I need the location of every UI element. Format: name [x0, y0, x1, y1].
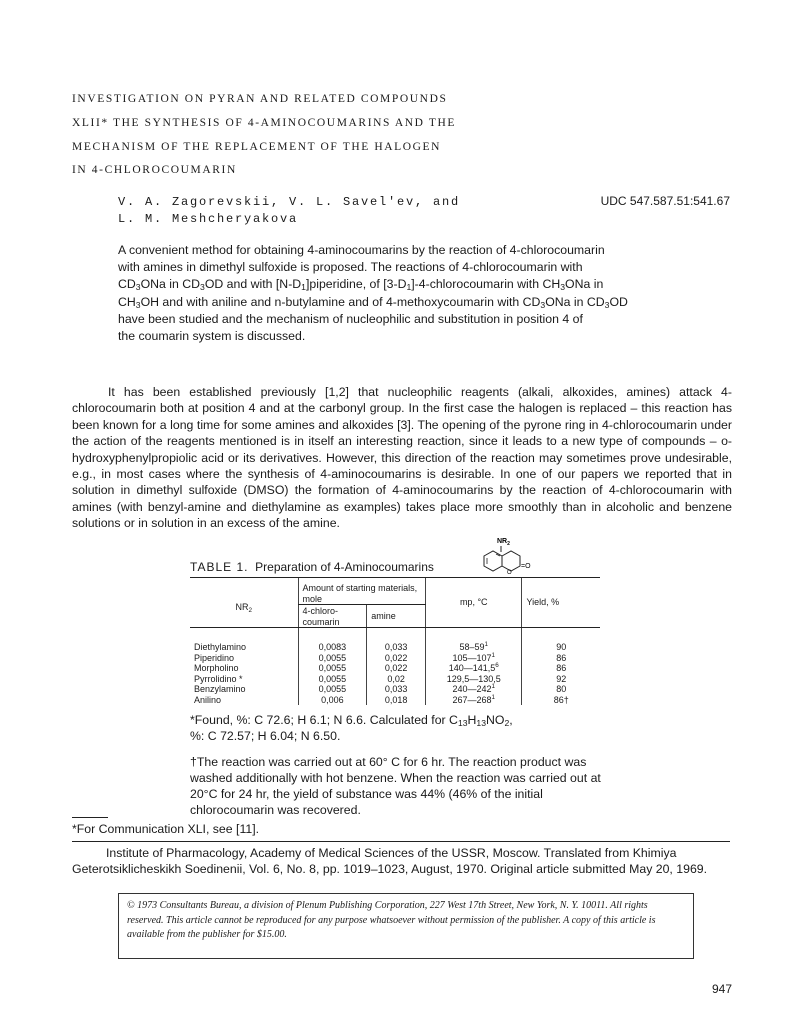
abstract-line: $CD_3ONa$ in $CD_3OD$ and with $[N-D_1]piperidine$, of $[3-D_1]-4$-chlorocoumarin with $CH_3ONa$ in	[118, 277, 604, 293]
footnote-star-line-2: %: C 72.57; H 6.04; N 6.50.	[190, 729, 341, 743]
article-title-line-3: MECHANISM OF THE REPLACEMENT OF THE HALOGEN	[72, 141, 442, 153]
col-header-mp: mp, °C	[426, 578, 522, 628]
cell-mp: 140—141,5$^6$	[426, 663, 522, 674]
abstract-line: have been studied and the mechanism of nucleophilic and substitution in position 4 of	[118, 311, 583, 326]
cell-chloro: 0,0055	[298, 653, 367, 664]
cell-nr: Diethylamino	[194, 642, 247, 652]
udc-code: UDC 547.587.51:541.67	[600, 194, 730, 208]
cell-mp: $105—107^1$	[426, 653, 522, 664]
copyright-box	[118, 893, 694, 959]
cell-yield: 90	[522, 628, 600, 653]
table-footnote-star	[190, 712, 620, 744]
table-1-caption-text: Preparation of 4-Aminocoumarins	[255, 560, 434, 574]
table-row	[190, 628, 600, 653]
copyright-text: © 1973 Consultants Bureau, a division of Plenum Publishing Corporation, 227 West 17th Street, New York, N. Y. 10011. All rights reserved. This article cannot be reproduced for any purpose whatsoever without permission of the publisher. A copy of this article is available from the publisher for $15.00.	[127, 900, 656, 940]
cell-nr: Morpholino	[194, 663, 239, 673]
abstract-line: A convenient method for obtaining 4-aminocoumarins by the reaction of 4-chlorocoumarin	[118, 243, 605, 257]
cell-chloro: 0,0055	[298, 674, 367, 685]
abstract-line: the coumarin system is discussed.	[118, 329, 306, 344]
article-title-line-4: IN 4-CHLOROCOUMARIN	[72, 164, 237, 176]
authors-line-1: V. A. Zagorevskii, V. L. Savel'ev, and	[118, 195, 461, 209]
communication-footnote: *For Communication XLI, see [11].	[72, 822, 260, 836]
cell-mp: $58-59^1$	[426, 628, 522, 653]
table-row	[190, 663, 600, 674]
footnote-star-line-1: *Found, %: C 72.6; H 6.1; N 6.6. Calculated for $C_{13}H_{13}NO_2$,	[190, 713, 513, 728]
cell-chloro: 0,0055	[298, 684, 367, 695]
cell-amine: 0,033	[367, 684, 426, 695]
abstract	[118, 242, 688, 345]
cell-yield: 80	[522, 684, 600, 695]
col-header-chloro: 4-chloro-coumarin	[298, 605, 367, 628]
cell-amine: 0,022	[367, 663, 426, 674]
table-1-caption	[190, 560, 434, 574]
cell-mp: 129,5—130,5	[426, 674, 522, 685]
abstract-line: with amines in dimethyl sulfoxide is proposed. The reactions of 4-chlorocoumarin with	[118, 260, 583, 275]
body-text	[72, 384, 732, 532]
cell-chloro: 0,0055	[298, 663, 367, 674]
cell-nr: Piperidino	[194, 652, 235, 663]
structure-nr-label: $NR_2$	[497, 538, 510, 547]
structure-ring-o-label: O	[507, 570, 512, 576]
footnote-rule	[72, 817, 108, 818]
cell-amine: 0,033	[367, 628, 426, 653]
authors-line-2: L. M. Meshcheryakova	[118, 212, 299, 226]
col-header-yield: Yield, %	[522, 578, 600, 628]
structure-carbonyl-label: =O	[521, 563, 531, 570]
table-row	[190, 695, 600, 706]
cell-yield: 86†	[522, 695, 600, 706]
cell-nr: Anilino	[194, 694, 222, 705]
body-paragraph: It has been established previously [1,2] that nucleophilic reagents (alkali, alkoxides, amines) attack 4-chlorocoumarin both at position 4 and at the carbonyl group. In the first case the halogen is replaced – this reaction has been known for a long time for some amines and alkoxides [3]. The opening of the pyrone ring in 4-chlorocoumarin under the action of the reagents mentioned is in itself an interesting reaction, since it leads to a new type of compounds – o-hydroxyphenylpropiolic acid or its derivatives. However, this direction of the reaction may sometimes prove undesirable, e.g., in most cases where the synthesis of 4-aminocoumarins is desirable. In one of our papers we reported that in solution in dimethyl sulfoxide (DMSO) the formation of 4-aminocoumarins by the reaction of 4-chlorocoumarin with amines (with benzyl-amine and diethylamine as examples) takes place more smoothly than in alcoholic and benzene solutions or in solution in an excess of the amine.	[72, 385, 732, 531]
cell-amine: 0,018	[367, 695, 426, 706]
cell-nr: Benzylamino	[194, 684, 246, 694]
cell-chloro: 0,006	[298, 695, 367, 706]
cell-yield: 86	[522, 653, 600, 664]
cell-mp: $267—268^1$	[426, 695, 522, 706]
cell-amine: 0,02	[367, 674, 426, 685]
aminocoumarin-structure-icon	[474, 537, 544, 577]
article-title-line-2: XLII* THE SYNTHESIS OF 4-AMINOCOUMARINS AND THE	[72, 117, 457, 129]
table-footnote-dagger: †The reaction was carried out at 60° C for 6 hr. The reaction product was washed additionally with hot benzene. When the reaction was carried out at 20°C for 24 hr, the yield of substance was 44% (46% of the initial chlorocoumarin was recovered.	[190, 755, 601, 817]
institute-text: Institute of Pharmacology, Academy of Medical Sciences of the USSR, Moscow. Translated from Khimiya Geterotsiklicheskikh Soedinenii, Vol. 6, No. 8, pp. 1019–1023, August, 1970. Original article submitted May 20, 1969.	[72, 846, 708, 876]
col-header-amount: Amount of starting materials, mole	[298, 578, 426, 605]
table-1	[190, 577, 600, 705]
separator-rule	[72, 841, 730, 842]
cell-yield: 92	[522, 674, 600, 685]
table-row	[190, 653, 600, 664]
col-header-nr: $NR_2$	[190, 578, 298, 628]
table-1-label: TABLE 1.	[190, 560, 249, 574]
cell-chloro: 0,0083	[298, 628, 367, 653]
cell-mp: $240—242^1$	[426, 684, 522, 695]
cell-nr: Pyrrolidino *	[194, 673, 243, 684]
article-title-line-1: INVESTIGATION ON PYRAN AND RELATED COMPOUNDS	[72, 93, 448, 105]
cell-amine: 0,022	[367, 653, 426, 664]
institute-note	[72, 845, 732, 877]
col-header-amine: amine	[367, 605, 426, 628]
table-row	[190, 674, 600, 685]
page-number: 947	[711, 982, 732, 996]
table-row	[190, 684, 600, 695]
abstract-line: $CH_3OH$ and with aniline and n-butylamine and of 4-methoxycoumarin with $CD_3ONa$ in $CD_3OD$	[118, 294, 628, 310]
cell-yield: 86	[522, 663, 600, 674]
